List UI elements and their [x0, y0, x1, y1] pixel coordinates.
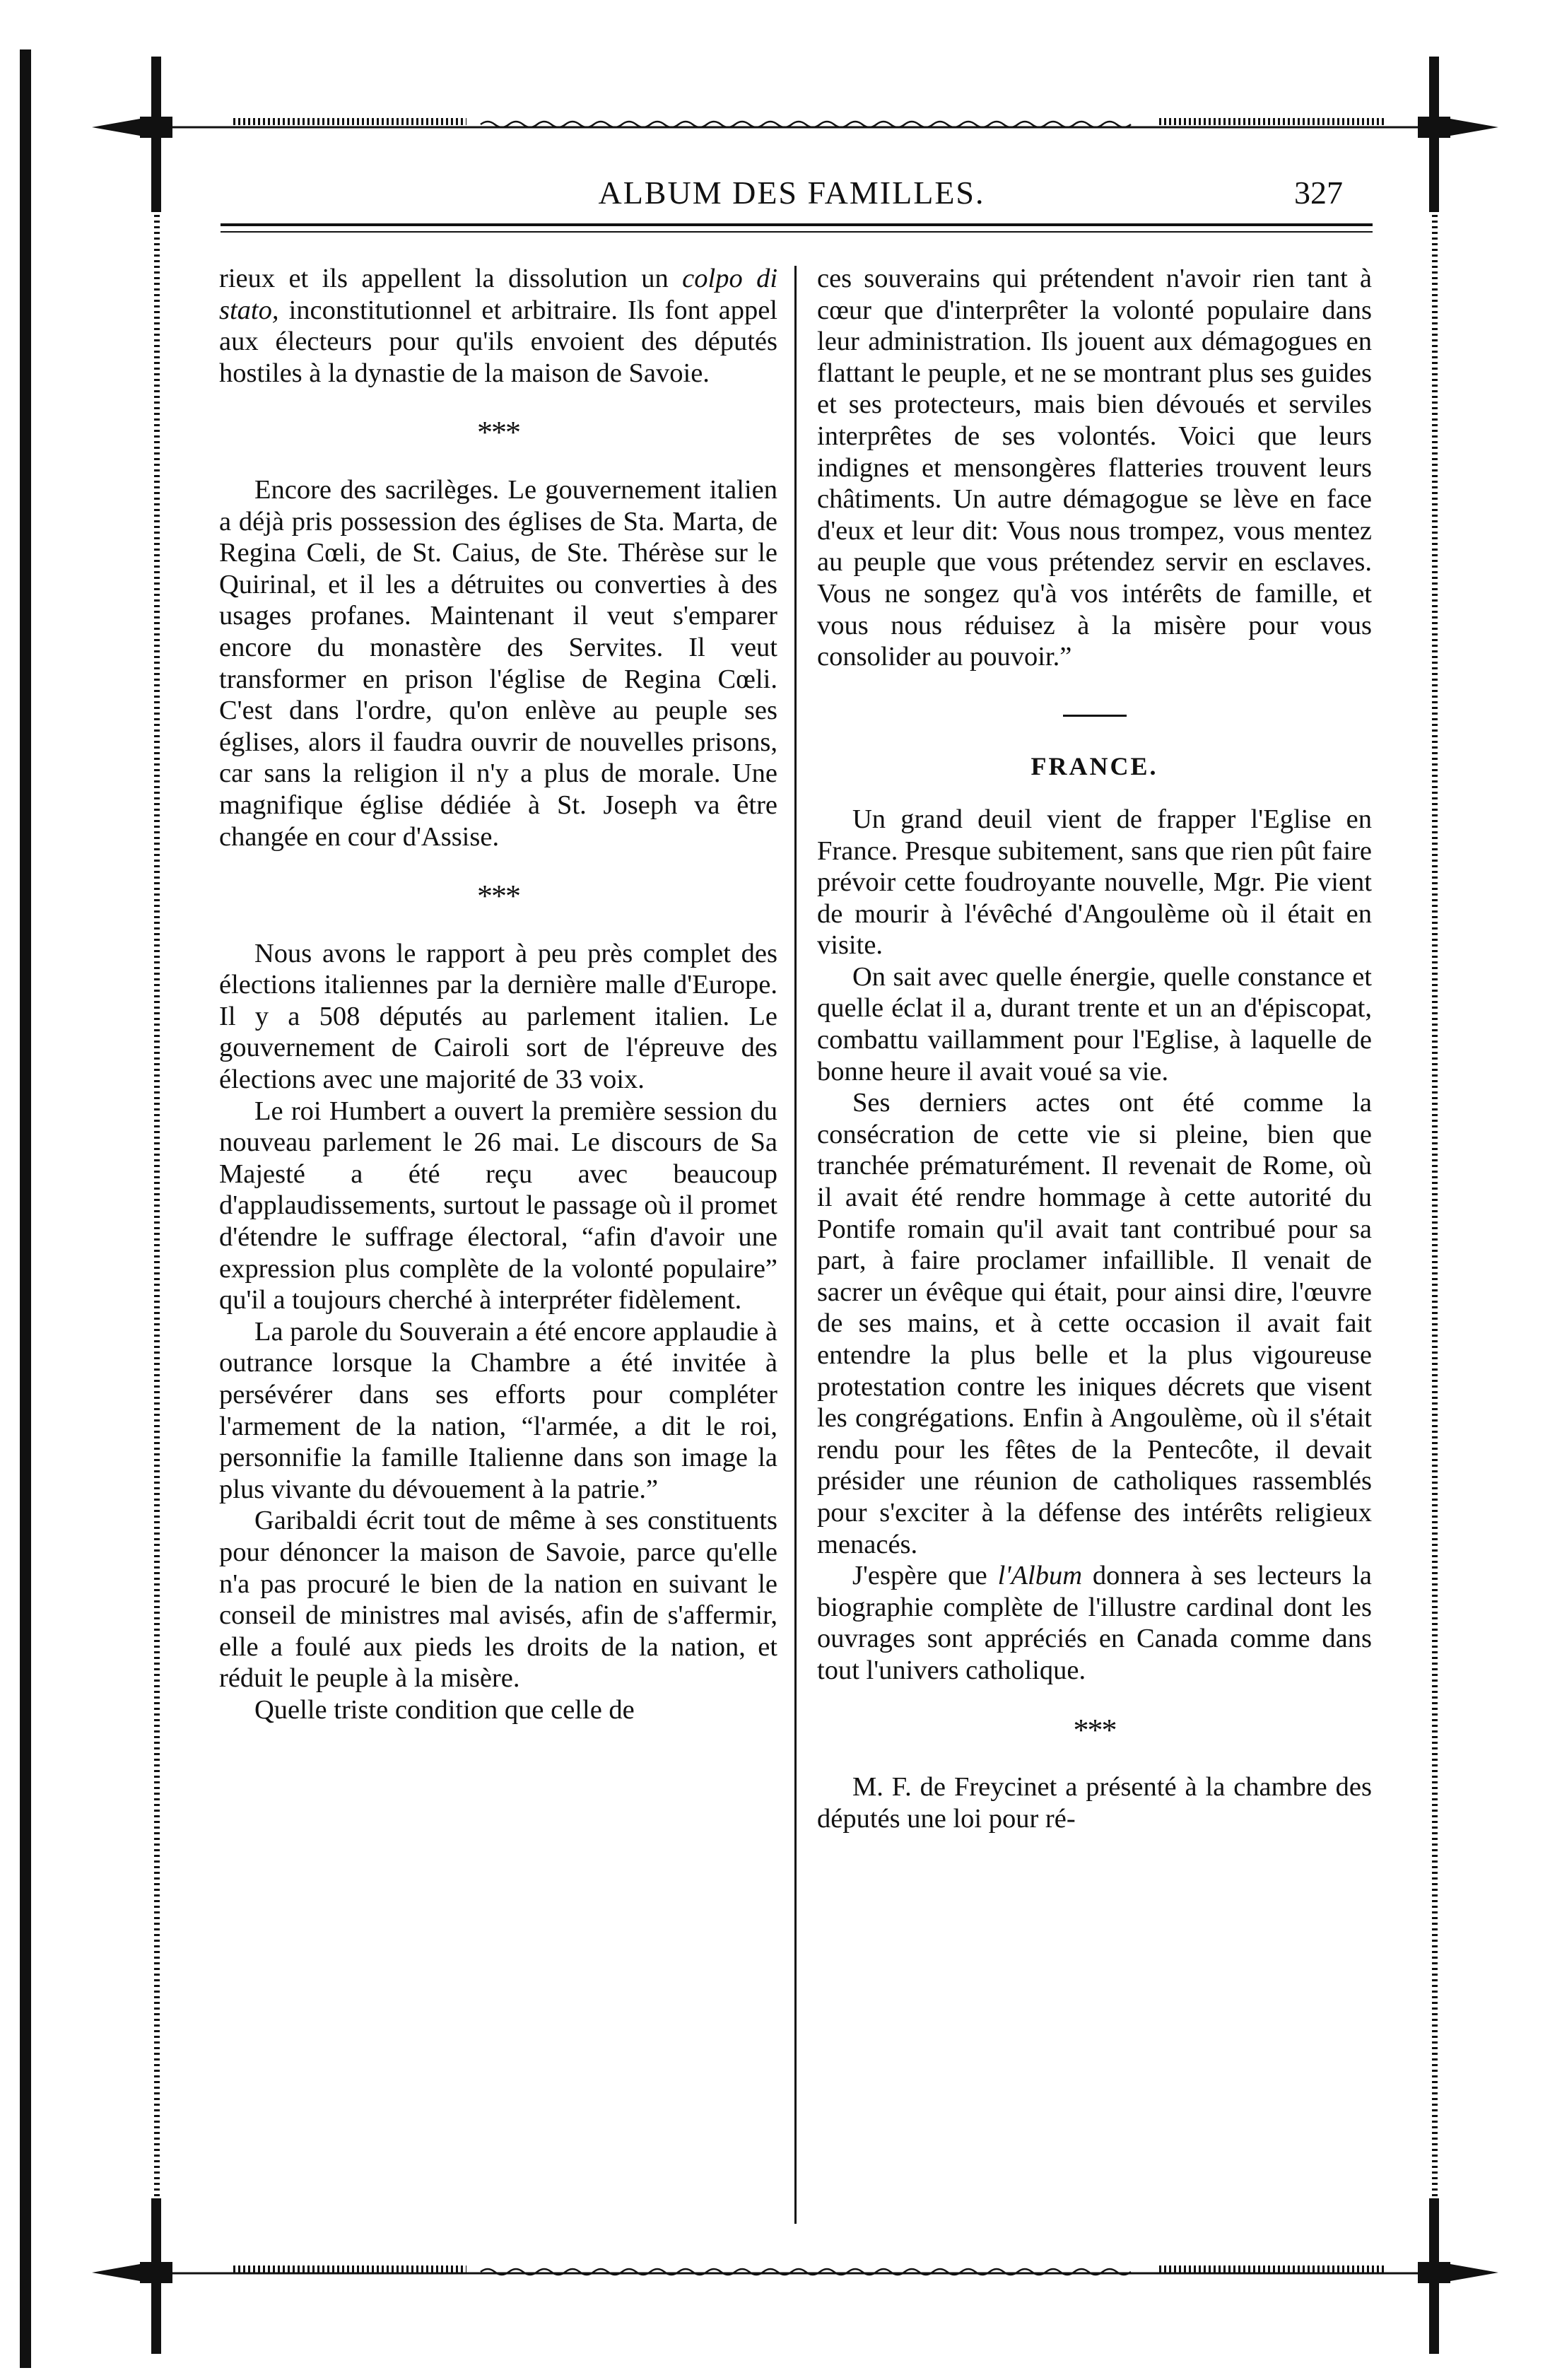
section-heading: FRANCE.	[1030, 752, 1158, 781]
paragraph: La parole du Souverain a été encore applaudie à outrance lorsque la Chambre a été invitée à persévérer dans ses efforts pour compléter l'armement de la nation, “l'armée, a dit le roi, personnifie la famille Italienne dans son image la plus vivante du dévouement à la patrie.”	[219, 1316, 777, 1504]
paragraph: Un grand deuil vient de frapper l'Eglise en France. Presque subitement, sans que rien pût faire prévoir cette foudroyante nouvelle, Mgr. Pie vient de mourir à l'évêché d'Angoulème où il était en visite.	[817, 804, 1372, 961]
paragraph: J'espère que l'Album donnera à ses lecteurs la biographie complète de l'illustre cardinal dont les ouvrages sont appréciés en Canada comme dans tout l'univers catholique.	[817, 1561, 1372, 1685]
paragraph: ces souverains qui prétendent n'avoir rien tant à cœur que d'interprêter la volonté populaire dans leur administration. Ils jouent aux démagogues en flattant le peuple, et ne se montrant plus ses guides et ses protecteurs, mais bien dévoués et serviles interprêtes de ses volontés. Voici que leurs indignes et mensongères flatteries trouvent leurs châtiments. Un autre démagogue se lève en face d'eux et leur dit: Vous nous trompez, vous mentez au peuple que vous prétendez servir en esclaves. Vous ne songez qu'à vos intérêts de famille, et vous nous réduisez à la misère pour vous consolider au pouvoir.”	[817, 264, 1372, 672]
paragraph: Encore des sacrilèges. Le gouvernement italien a déjà pris possession des églises de Sta. Marta, de Regina Cœli, de St. Caius, de Ste. Thérèse sur le Quirinal, et il les a détruites ou converties à des usages profanes. Maintenant il veut s'emparer encore du monastère des Servites. Il veut transformer en prison l'église de Regina Cœli. C'est dans l'ordre, qu'on enlève au peuple ses églises, alors il faudra ouvrir de nouvelles prisons, car sans la religion il n'y a plus de morale. Une magnifique église dédiée à St. Joseph va être changée en cour d'Assise.	[219, 474, 777, 852]
paragraph: Garibaldi écrit tout de même à ses constituents pour dénoncer la maison de Savoie, parce qu'elle n'a pas procuré le bien de la nation en suivant le conseil de ministres mal avisés, afin de s'affermir, elle a foulé aux pieds les droits de la nation, et réduit le peuple à la misère.	[219, 1506, 777, 1694]
header-rule	[221, 223, 1373, 226]
paragraph: Quelle triste condition que celle de	[254, 1694, 635, 1725]
paragraph: Le roi Humbert a ouvert la première session du nouveau parlement le 26 mai. Le discours de Sa Majesté a été reçu avec beaucoup d'applaudissements, surtout le passage où il promet d'étendre le suffrage électoral, “afin d'avoir une expression plus complète de la volonté populaire” qu'il a toujours cherché à interpréter fidèlement.	[219, 1096, 777, 1315]
dash-separator	[817, 698, 1372, 730]
dash-rule	[1063, 715, 1127, 717]
header-rule-thin	[221, 231, 1373, 233]
asterism-separator: ***	[1073, 1712, 1116, 1747]
left-column	[219, 263, 777, 1726]
paragraph: Ses derniers actes ont été comme la consécration de cette vie si pleine, bien que tranchée prématurément. Il revenait de Rome, où il avait été rendre hommage à cette autorité du Pontife romain qu'il avait tant contribué pour sa part, à faire proclamer infaillible. Il venait de sacrer un évêque qui était, pour ainsi dire, l'œuvre de ses mains, et à cette occasion il avait fait entendre la plus belle et la plus vigoureuse protestation contre les iniques décrets que visent les congrégations. Enfin à Angoulème, où il s'était rendu pour les fêtes de la Pentecôte, il devait présider une réunion de catholiques rassemblés pour s'exciter à la défense des intérêts religieux menacés.	[817, 1088, 1372, 1559]
running-header-title: ALBUM DES FAMILLES.	[598, 175, 985, 211]
paragraph: M. F. de Freycinet a présenté à la chambre des députés une loi pour ré-	[817, 1772, 1372, 1834]
asterism-separator: ***	[477, 415, 519, 450]
page-number: 327	[1294, 175, 1343, 211]
paragraph: On sait avec quelle énergie, quelle constance et quelle éclat il a, durant trente et un an d'épiscopat, combattu vaillamment pour l'Eglise, à laquelle de bonne heure il avait voué sa vie.	[817, 961, 1372, 1086]
column-divider	[794, 266, 797, 2224]
right-column	[817, 263, 1372, 1834]
asterism-separator: ***	[477, 879, 519, 914]
paragraph: rieux et ils appellent la dissolution un colpo di stato, inconstitutionnel et arbitraire. Ils font appel aux électeurs pour qu'ils envoient des députés hostiles à la dynastie de la maison de Savoie.	[219, 264, 778, 388]
paragraph: Nous avons le rapport à peu près complet des élections italiennes par la dernière malle d'Europe. Il y a 508 députés au parlement italien. Le gouvernement de Cairoli sort de l'épreuve des élections avec une majorité de 33 voix.	[219, 938, 777, 1095]
